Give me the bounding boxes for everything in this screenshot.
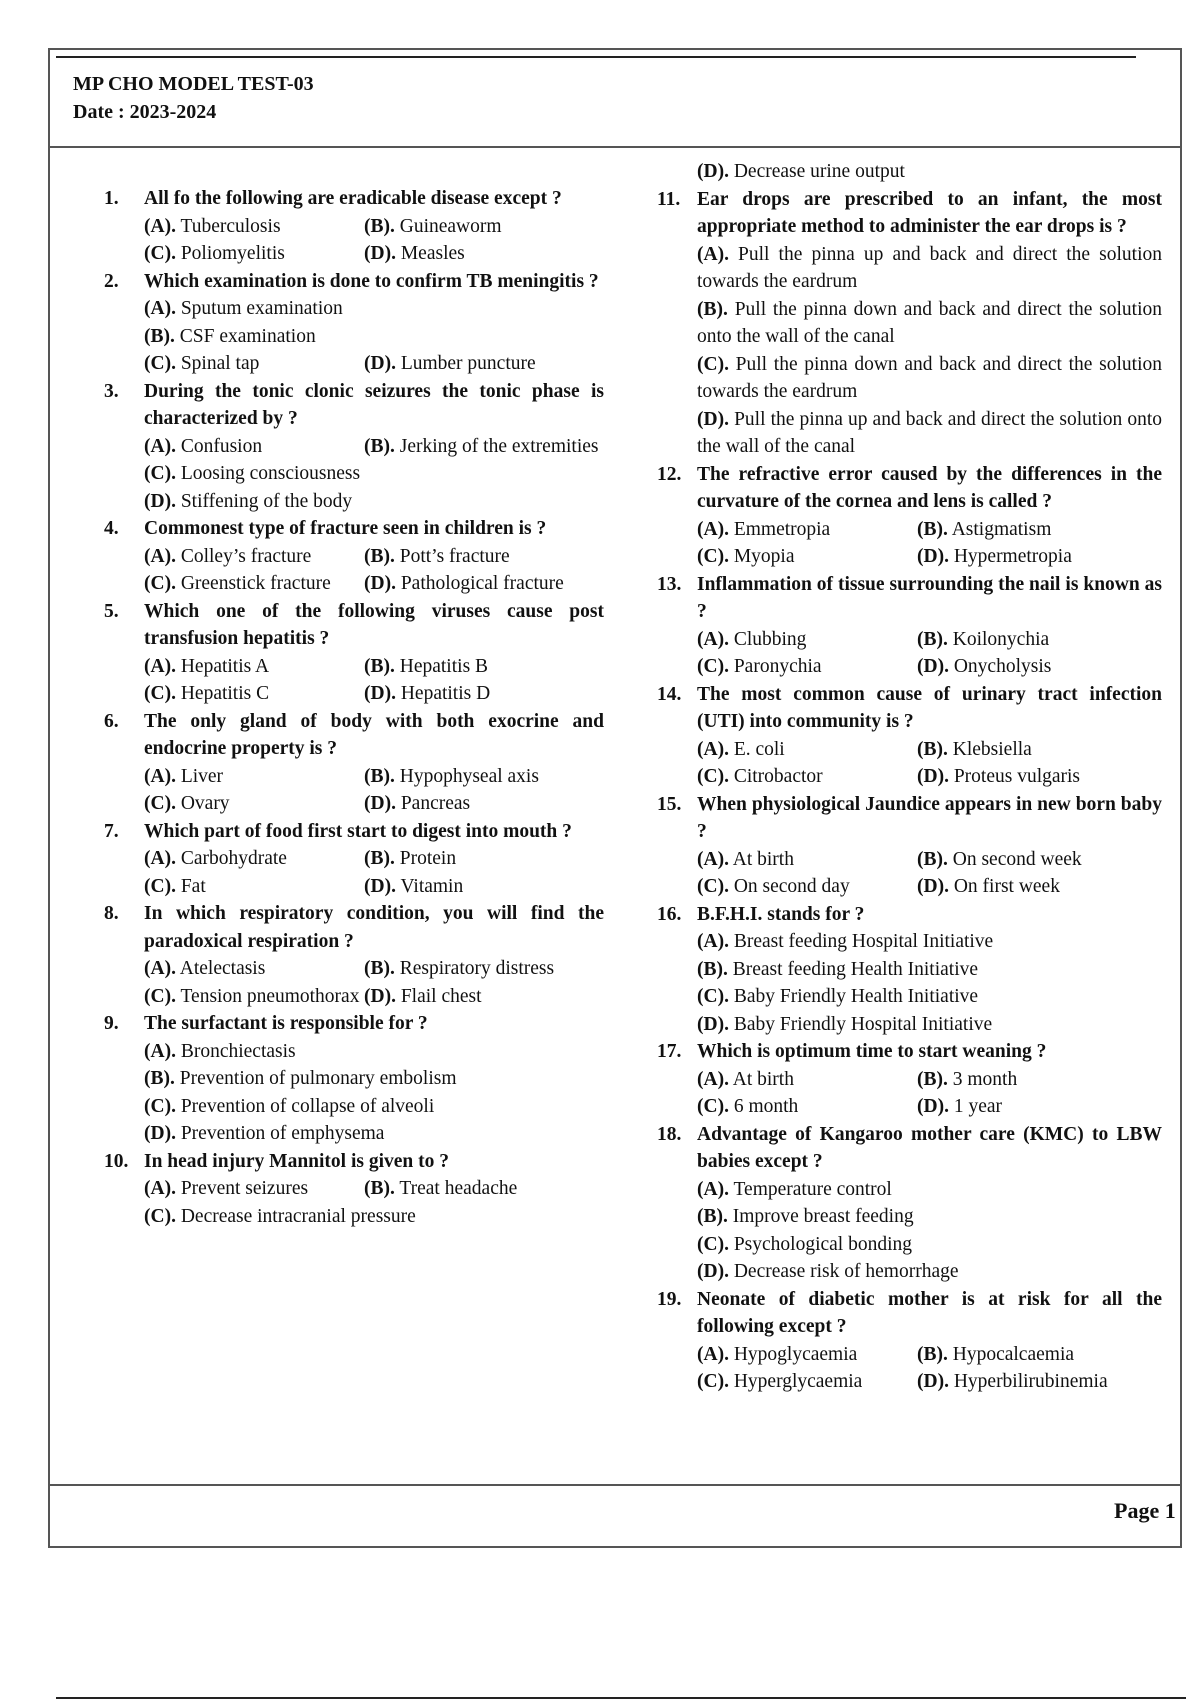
- question-number: 4.: [104, 518, 119, 539]
- question-7: [104, 818, 604, 901]
- answer-option: (B). On second week: [917, 848, 1082, 870]
- options: [144, 543, 604, 598]
- answer-option: (B). Jerking of the extremities: [364, 435, 599, 457]
- question-text: Which part of food first start to digest into mouth ?: [144, 820, 572, 842]
- answer-option: (B). Klebsiella: [917, 738, 1032, 760]
- answer-option: (B). Respiratory distress: [364, 958, 555, 979]
- answer-option: (C). Hyperglycaemia: [697, 1371, 863, 1392]
- answer-option: (D). Hypermetropia: [917, 546, 1072, 567]
- answer-option: (C). Myopia: [697, 546, 795, 567]
- answer-option: (D). Pancreas: [364, 793, 471, 814]
- question-text: In head injury Mannitol is given to ?: [144, 1150, 450, 1172]
- answer-option: (A). At birth: [697, 1068, 794, 1090]
- page-number: Page 1: [1114, 1498, 1176, 1523]
- top-rule: [56, 56, 1136, 58]
- question-number: 15.: [657, 793, 682, 815]
- answer-option: (C). Fat: [144, 875, 206, 897]
- question-text: All fo the following are eradicable disease except ?: [144, 188, 562, 209]
- answer-option: (A). Hypoglycaemia: [697, 1343, 858, 1365]
- question-text: When physiological Jaundice appears in new born baby ?: [697, 793, 1162, 842]
- question-6: [104, 708, 604, 818]
- answer-option: (B). Koilonychia: [917, 628, 1050, 650]
- question-18: [657, 1121, 1162, 1286]
- answer-option: (B). Pull the pinna down and back and direct the solution onto the wall of the canal: [697, 298, 1162, 347]
- question-number: 5.: [104, 600, 119, 622]
- carry-over-option: (D). Decrease urine output: [697, 161, 905, 182]
- answer-option: (D). Hyperbilirubinemia: [917, 1371, 1108, 1392]
- question-16: [657, 901, 1162, 1039]
- question-text: Inflammation of tissue surrounding the nail is known as ?: [697, 573, 1162, 622]
- question-17: [657, 1038, 1162, 1121]
- options: [144, 433, 604, 516]
- answer-option: (D). Pathological fracture: [364, 573, 564, 594]
- answer-option: (D). Prevention of emphysema: [144, 1123, 385, 1144]
- answer-option: (A). Hepatitis A: [144, 655, 270, 677]
- question-number: 1.: [104, 188, 119, 209]
- question-number: 11.: [657, 188, 681, 210]
- question-text: The only gland of body with both exocrine and endocrine property is ?: [144, 710, 604, 759]
- answer-option: (D). Proteus vulgaris: [917, 766, 1081, 787]
- answer-option: (C). Decrease intracranial pressure: [144, 1205, 416, 1227]
- answer-option: (D). Onycholysis: [917, 656, 1052, 677]
- question-number: 3.: [104, 380, 119, 402]
- options: [144, 295, 604, 378]
- answer-option: (A). Prevent seizures: [144, 1178, 309, 1199]
- answer-option: (C). Spinal tap: [144, 353, 260, 374]
- question-text: Which one of the following viruses cause post transfusion hepatitis ?: [144, 600, 604, 649]
- question-14: [657, 681, 1162, 791]
- question-12: [657, 461, 1162, 571]
- answer-option: (C). Baby Friendly Health Initiative: [697, 986, 979, 1007]
- question-text: Which is optimum time to start weaning ?: [697, 1041, 1047, 1062]
- answer-option: (A). Colley’s fracture: [144, 545, 312, 567]
- answer-option: (D). Lumber puncture: [364, 353, 536, 374]
- question-11: [657, 186, 1162, 461]
- options: [697, 516, 1162, 571]
- answer-option: (A). E. coli: [697, 738, 785, 760]
- question-10: [104, 1148, 604, 1231]
- question-text: During the tonic clonic seizures the tonic phase is characterized by ?: [144, 380, 604, 429]
- answer-option: (B). Pott’s fracture: [364, 545, 510, 567]
- answer-option: (A). Bronchiectasis: [144, 1040, 296, 1062]
- test-date: Date : 2023-2024: [73, 101, 217, 123]
- question-text: Which examination is done to confirm TB meningitis ?: [144, 270, 599, 292]
- question-3: [104, 378, 604, 516]
- answer-option: (B). Prevention of pulmonary embolism: [144, 1068, 457, 1089]
- answer-option: (C). Tension pneumothorax: [144, 985, 360, 1007]
- answer-option: (B). Astigmatism: [917, 518, 1052, 540]
- answer-option: (B). Breast feeding Health Initiative: [697, 958, 979, 980]
- question-number: 14.: [657, 683, 682, 705]
- answer-option: (D). Decrease risk of hemorrhage: [697, 1261, 959, 1282]
- answer-option: (A). Confusion: [144, 435, 263, 457]
- question-number: 18.: [657, 1123, 682, 1145]
- answer-option: (D). Pull the pinna up and back and direct the solution onto the wall of the canal: [697, 408, 1163, 457]
- question-4: [104, 515, 604, 598]
- question-text: The refractive error caused by the differences in the curvature of the cornea and lens is called ?: [697, 463, 1162, 512]
- answer-option: (A). Atelectasis: [144, 958, 266, 979]
- answer-option: (D). Flail chest: [364, 985, 482, 1007]
- options: [144, 845, 604, 900]
- question-number: 6.: [104, 710, 119, 732]
- options: [697, 928, 1162, 1038]
- question-number: 17.: [657, 1041, 682, 1062]
- answer-option: (D). Hepatitis D: [364, 683, 491, 704]
- answer-option: (D). 1 year: [917, 1096, 1003, 1117]
- question-text: Ear drops are prescribed to an infant, the most appropriate method to administer the ear drops is ?: [697, 188, 1162, 237]
- answer-option: (C). Paronychia: [697, 656, 822, 677]
- question-text: Neonate of diabetic mother is at risk for all the following except ?: [697, 1288, 1162, 1337]
- answer-option: (C). Loosing consciousness: [144, 463, 361, 484]
- answer-option: (D). Stiffening of the body: [144, 490, 353, 512]
- options: [144, 213, 604, 268]
- question-number: 7.: [104, 820, 119, 842]
- question-number: 9.: [104, 1013, 119, 1034]
- options: [144, 1175, 604, 1230]
- options: [144, 653, 604, 708]
- answer-option: (D). Baby Friendly Hospital Initiative: [697, 1013, 993, 1035]
- answer-option: (A). Carbohydrate: [144, 848, 287, 869]
- question-text: Advantage of Kangaroo mother care (KMC) to LBW babies except ?: [697, 1123, 1162, 1172]
- question-number: 13.: [657, 573, 682, 595]
- answer-option: (C). Prevention of collapse of alveoli: [144, 1095, 435, 1117]
- answer-option: (C). Citrobactor: [697, 766, 823, 787]
- options: [697, 846, 1162, 901]
- answer-option: (C). Hepatitis C: [144, 683, 270, 704]
- question-number: 19.: [657, 1288, 682, 1310]
- answer-option: (C). Psychological bonding: [697, 1233, 913, 1255]
- answer-option: (B). Guineaworm: [364, 215, 502, 237]
- answer-option: (B). Hypophyseal axis: [364, 765, 539, 787]
- header-separator: [50, 146, 1180, 148]
- answer-option: (A). Emmetropia: [697, 518, 831, 540]
- answer-option: (A). Pull the pinna up and back and direct the solution towards the eardrum: [697, 243, 1163, 292]
- answer-option: (C). 6 month: [697, 1096, 799, 1117]
- answer-option: (A). Tuberculosis: [144, 215, 281, 237]
- answer-option: (C). Ovary: [144, 793, 230, 814]
- question-1: [104, 185, 604, 268]
- options: [697, 1176, 1162, 1286]
- answer-option: (A). Breast feeding Hospital Initiative: [697, 931, 994, 952]
- question-text: The most common cause of urinary tract infection (UTI) into community is ?: [697, 683, 1162, 732]
- answer-option: (B). Treat headache: [364, 1178, 518, 1199]
- answer-option: (A). Liver: [144, 765, 224, 787]
- answer-option: (A). Temperature control: [697, 1178, 892, 1200]
- question-number: 2.: [104, 270, 119, 292]
- question-9: [104, 1010, 604, 1148]
- answer-option: (B). Protein: [364, 848, 457, 869]
- options: [144, 955, 604, 1010]
- answer-option: (C). Poliomyelitis: [144, 243, 285, 264]
- answer-option: (B). 3 month: [917, 1068, 1018, 1090]
- options: [697, 626, 1162, 681]
- answer-option: (A). Clubbing: [697, 628, 807, 650]
- right-column: [657, 158, 1162, 1396]
- answer-option: (C). Pull the pinna down and back and direct the solution towards the eardrum: [697, 353, 1162, 402]
- answer-option: (A). At birth: [697, 848, 794, 870]
- left-column: [104, 185, 604, 1230]
- question-number: 16.: [657, 903, 682, 925]
- question-text: In which respiratory condition, you will find the paradoxical respiration ?: [144, 903, 604, 952]
- header: [73, 70, 314, 126]
- footer-separator: [50, 1484, 1180, 1486]
- options: [697, 1341, 1162, 1396]
- question-13: [657, 571, 1162, 681]
- options: [144, 1038, 604, 1148]
- question-2: [104, 268, 604, 378]
- answer-option: (C). Greenstick fracture: [144, 573, 331, 594]
- question-15: [657, 791, 1162, 901]
- bottom-rule: [56, 1697, 1186, 1699]
- options: [697, 241, 1162, 461]
- options: [697, 1066, 1162, 1121]
- options: [144, 763, 604, 818]
- test-title: MP CHO MODEL TEST-03: [73, 73, 314, 95]
- question-5: [104, 598, 604, 708]
- answer-option: (B). Improve breast feeding: [697, 1206, 914, 1227]
- question-number: 8.: [104, 903, 119, 924]
- question-text: B.F.H.I. stands for ?: [697, 903, 865, 925]
- options: [697, 736, 1162, 791]
- answer-option: (B). Hepatitis B: [364, 655, 489, 677]
- answer-option: (D). On first week: [917, 876, 1060, 897]
- question-text: The surfactant is responsible for ?: [144, 1013, 428, 1034]
- question-number: 12.: [657, 463, 682, 485]
- question-8: [104, 900, 604, 1010]
- answer-option: (D). Vitamin: [364, 875, 464, 897]
- answer-option: (D). Measles: [364, 243, 465, 264]
- answer-option: (B). Hypocalcaemia: [917, 1343, 1075, 1365]
- question-text: Commonest type of fracture seen in children is ?: [144, 518, 547, 539]
- answer-option: (C). On second day: [697, 876, 850, 897]
- question-19: [657, 1286, 1162, 1396]
- answer-option: (A). Sputum examination: [144, 298, 343, 319]
- answer-option: (B). CSF examination: [144, 325, 316, 347]
- question-number: 10.: [104, 1150, 129, 1172]
